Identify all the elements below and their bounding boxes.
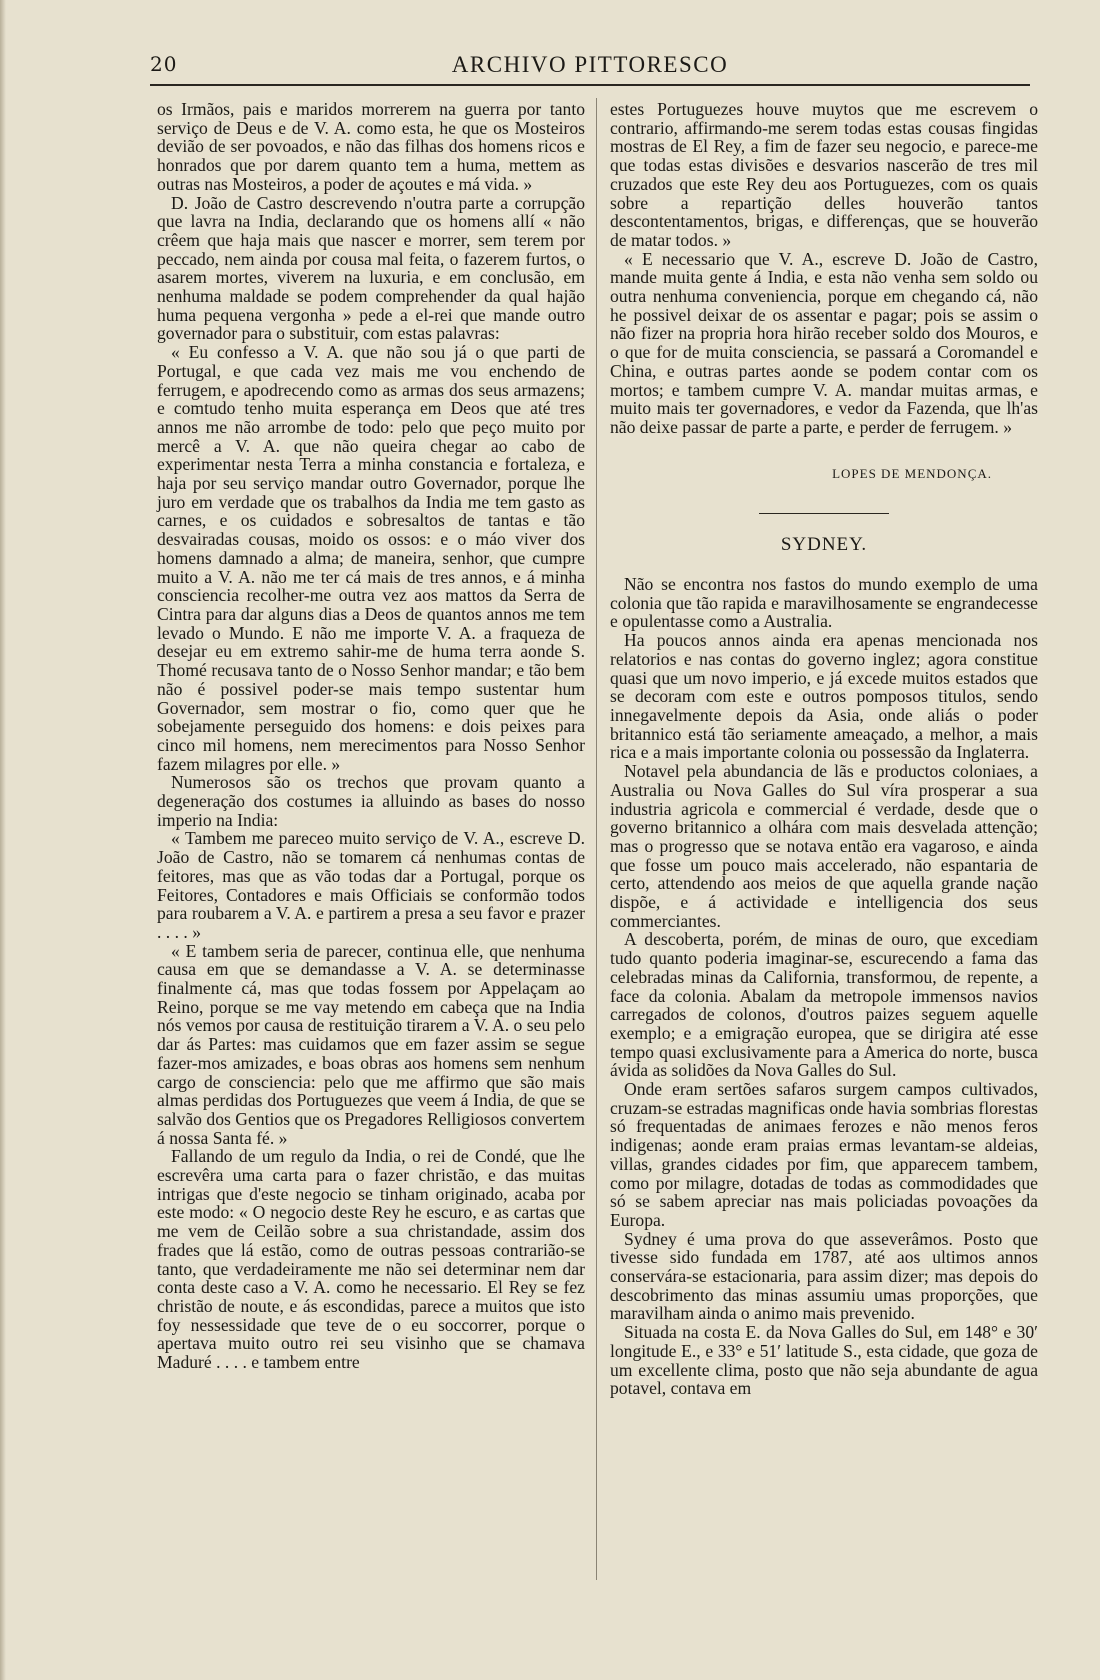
- right-column: [610, 100, 1038, 1398]
- page-header: [150, 50, 1030, 86]
- paragraph: Notavel pela abundancia de lãs e productos coloniaes, a Australia ou Nova Galles do Sul víra prosperar a sua industria agricola e commercial é verdade, desde que o governo britannico a olhára com mais desvelada attenção; mas o progresso que se notava então era vagaroso, e ainda que fosse um pouco mais accelerado, não espantaria de certo, attendendo aos meios de que aquella grande nação dispõe, e á actividade e intelligencia dos seus commerciantes.: [610, 761, 1038, 931]
- section-title: SYDNEY.: [780, 534, 868, 556]
- paragraph: estes Portuguezes houve muytos que me escrevem o contrario, affirmando-me serem todas estas cousas fingidas mostras de El Rey, a fim de fazer seu negocio, e parece-me que todas estas divisões e desvarios nascerão de tres mil cruzados que este Rey deu aos Portuguezes, com os quais sobre a repartição delles houverão tantos descontentamentos, brigas, e differenças, que se houverão de matar todos. »: [610, 99, 1038, 250]
- paragraph: A descoberta, porém, de minas de ouro, que excediam tudo quanto poderia imaginar-se, escurecendo a fama das celebradas minas da California, transformou, de repente, a face da colonia. Abalam da metropole immensos navios carregados de colonos, d'outros paizes seguem aquelle exemplo; e a emigração europea, que se dirigira até esse tempo quasi exclusivamente para a America do norte, busca ávida as solidões da Nova Galles do Sul.: [610, 929, 1038, 1081]
- paragraph: Onde eram sertões safaros surgem campos cultivados, cruzam-se estradas magnificas onde havia sombrias florestas só frequentadas de animaes ferozes e não menos feros indigenas; aonde eram praias ermas levantam-se aldeias, villas, grandes cidades por fim, que apparecem tambem, como por milagre, dotadas de todas as commodidades que só se sabem apreciar nas mais policiadas povoações da Europa.: [610, 1079, 1038, 1230]
- section-rule: [759, 513, 889, 514]
- paragraph: Numerosos são os trechos que provam quanto a degeneração dos costumes ia alluindo as bases do nosso imperio na India:: [157, 772, 585, 830]
- paragraph: Fallando de um regulo da India, o rei de Condé, que lhe escrevêra uma carta para o fazer christão, e das muitas intrigas que d'este negocio se tinham originado, acaba por este modo: « O negocio deste Rey he escuro, e as cartas que me vem de Ceilão sobre a sua christandade, assim dos frades que lá estão, como de outras pessoas contrarião-se tanto, que verdadeiramente me não sei determinar nem dar conta deste caso a V. A. como he necessario. El Rey se fez christão de noute, e ás escondidas, parece a muitos que isto foy nessessidade que teve de o eu soccorrer, porque o apertava muito outro rei seu visinho que se chamava Maduré . . . . e tambem entre: [157, 1146, 585, 1373]
- paragraph: Sydney é uma prova do que asseverâmos. Posto que tivesse sido fundada em 1787, até aos ultimos annos conservára-se estacionaria, para assim dizer; mas depois do descobrimento das minas assumiu umas proporções, que maravilham ainda o animo mais prevenido.: [610, 1228, 1038, 1324]
- column-divider: [596, 98, 597, 1580]
- paragraph: Situada na costa E. da Nova Galles do Sul, em 148° e 30′ longitude E., e 33° e 51′ latitude S., esta cidade, que goza de um excellente clima, posto que não seja abundante de agua potavel, contava em: [610, 1322, 1038, 1399]
- paragraph: « Eu confesso a V. A. que não sou já o que parti de Portugal, e que cada vez mais me vou enchendo de ferrugem, e apodrecendo como as armas dos seus armazens; e comtudo tenho muita esperança em Deos que até tres annos me não arrombe de todo: pelo que peço muito por mercê a V. A. que não queira chegar ao cabo de experimentar nesta Terra a minha constancia e fortaleza, e haja por seu serviço mandar outro Governador, porque lhe juro em verdade que os trabalhos da India me tem gasto as carnes, e os cuidados e sobresaltos de tantas e tão desvairadas cousas, moido os ossos: e o máo viver dos homens damnado a alma; de maneira, senhor, que cumpre muito a V. A. não me ter cá mais de tres annos, e á minha consciencia recolher-me outra vez aos mattos da Serra de Cintra para dar alguns dias a Deos de quantos annos me tem levado o Mundo. E não me importe V. A. a fraqueza de desejar eu em extremo sahir-me de huma terra aonde S. Thomé recusava tanto de o Nosso Senhor mandar; e tão bem não é possivel poder-se mais tempo sustentar hum Governador, sem mostrar o fio, como quer que he sobejamente perseguido dos homens: e dois peixes para cinco mil homens, nem merecimentos para Nosso Senhor fazem milagres por elle. »: [157, 342, 585, 774]
- page-edge-shadow: [0, 0, 6, 1680]
- left-column: [157, 100, 585, 1372]
- running-head: ARCHIVO PITTORESCO: [451, 52, 729, 77]
- paragraph: D. João de Castro descrevendo n'outra parte a corrupção que lavra na India, declarando que os homens allí « não crêem que haja mais que nascer e morrer, sem terem por peccado, nem ainda por cousa mal feita, o fazerem furtos, o asarem mortes, viverem na luxuria, e em conclusão, em nenhuma maldade se podem comprehender da qual hajão huma pequena vergonha » pede a el-rei que mande outro governador para o substituir, com estas palavras:: [157, 192, 585, 344]
- paragraph: os Irmãos, pais e maridos morrerem na guerra por tanto serviço de Deus e de V. A. como esta, he que os Mosteiros devião de ser povoados, e não das filhas dos homens ricos e honrados que por darem quanto tem a huma, mettem as outras nas Mosteiros, a poder de açoutes e má vida. »: [157, 99, 585, 194]
- paragraph: Não se encontra nos fastos do mundo exemplo de uma colonia que tão rapida e maravilhosamente se engrandecesse e opulentasse como a Australia.: [610, 574, 1038, 632]
- paragraph: « E tambem seria de parecer, continua elle, que nenhuma causa em que se demandasse a V. A. se determinasse finalmente cá, mas que todas fossem por Appelaçam ao Reino, porque se me vay metendo em cabeça que na India nós vemos por causa de restituição tirarem a V. A. o seu pelo dar ás Partes: mas cuidamos que em fazer assim se segue fazer-mos amizades, e boas obras aos homens sem nenhum cargo de consciencia: pelo que me affirmo que são mais almas perdidas dos Portuguezes que veem á India, de que se salvão dos Gentios que os Pregadores Relligiosos convertem á nossa Santa fé. »: [157, 940, 585, 1148]
- author-signature: LOPES DE MENDONÇA.: [832, 465, 992, 481]
- page-number: 20: [150, 52, 178, 76]
- paragraph: Ha poucos annos ainda era apenas mencionada nos relatorios e nas contas do governo inglez; agora constitue quasi que um novo imperio, e já excede muitos estados que se decoram com este e outros pomposos titulos, sendo innegavelmente depois da Asia, onde aliás o poder britannico está tão seriamente ameaçado, a melhor, a mais rica e a mais importante colonia ou possessão da Inglaterra.: [610, 630, 1038, 763]
- paragraph: « Tambem me pareceo muito serviço de V. A., escreve D. João de Castro, não se tomarem cá nenhumas contas de feitores, mas que as vão todas dar a Portugal, porque os Feitores, Contadores e mais Officiais se conformão todos para roubarem a V. A. e partirem a presa a seu favor e prazer . . . . »: [157, 828, 585, 942]
- paragraph: « E necessario que V. A., escreve D. João de Castro, mande muita gente á India, e esta não venha sem soldo ou outra nenhuma conveniencia, porque em chegando cá, não he possivel deixar de os assentar e pagar; pois se assim o não fizer na propria hora hirão receber soldo dos Mouros, e o que for de muita consciencia, se passará a Coromandel e China, e outras partes aonde se podem contar com os mortos; e tambem cumpre V. A. mandar muitas armas, e muito mais ter governadores, e vedor da Fazenda, que lh'as não deixe passar de parte a parte, e perder de ferrugem. »: [610, 248, 1038, 437]
